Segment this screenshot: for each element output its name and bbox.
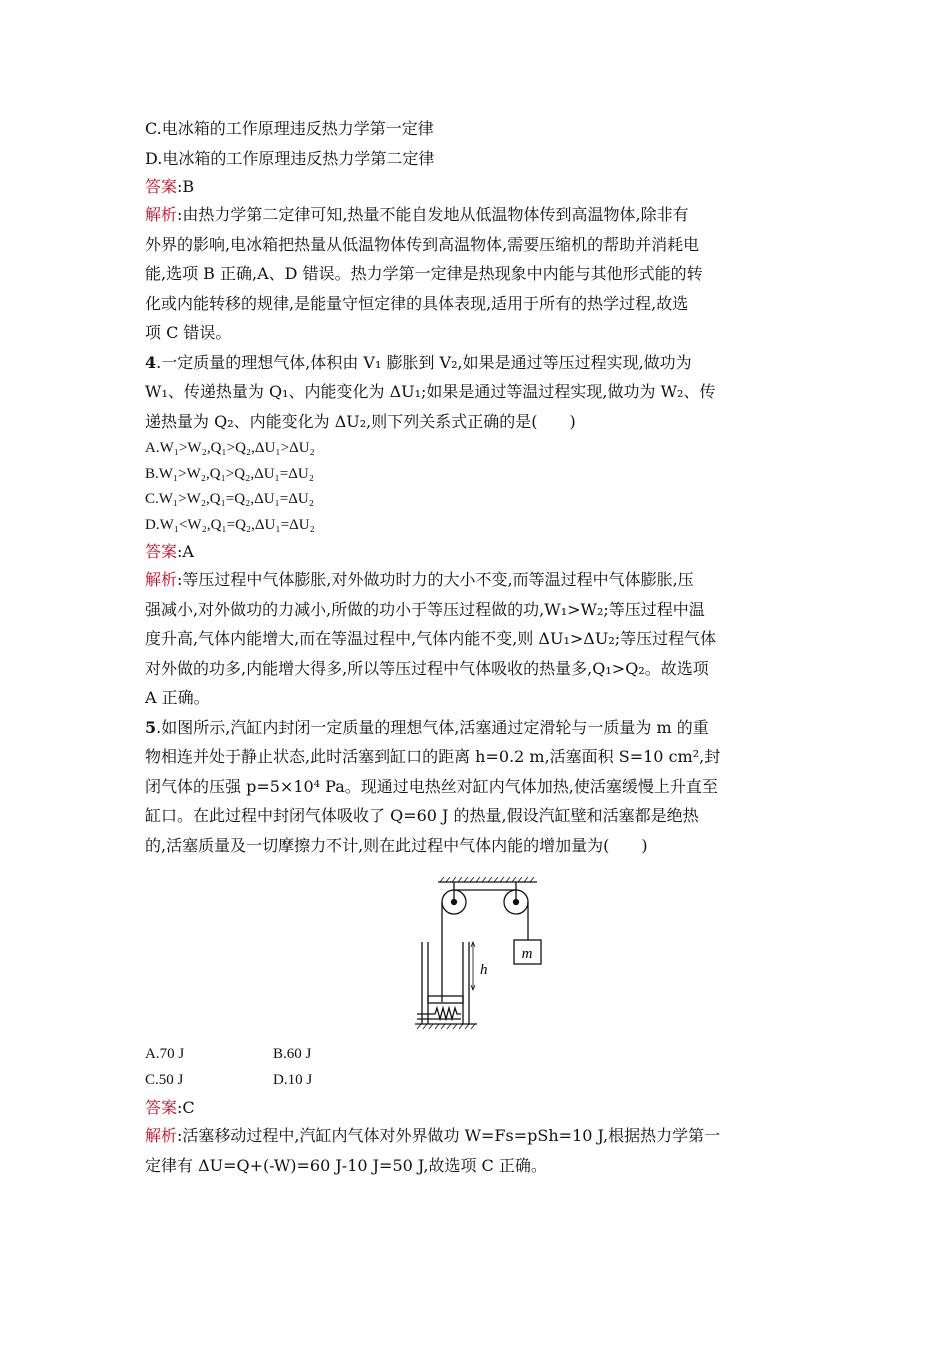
explanation-label: 解析 — [145, 205, 178, 224]
explanation-line: 能,选项 B 正确,A、D 错误。热力学第一定律是热现象中内能与其他形式能的转 — [145, 264, 703, 283]
q4-explanation — [145, 565, 815, 713]
explanation-line: A 正确。 — [145, 688, 210, 707]
q5-explanation — [145, 1121, 815, 1180]
stem-line: .如图所示,汽缸内封闭一定质量的理想气体,活塞通过定滑轮与一质量为 m 的重 — [156, 717, 709, 737]
base-hatch — [417, 1024, 475, 1029]
explanation-line: 外界的影响,电冰箱把热量从低温物体传到高温物体,需要压缩机的帮助并消耗电 — [145, 234, 700, 254]
q5-option-c: C.50 J — [145, 1072, 184, 1088]
q5-option-d: D.10 J — [273, 1072, 313, 1088]
stem-line: 物相连并处于静止状态,此时活塞到缸口的距离 h=0.2 m,活塞面积 S=10 cm²,封 — [145, 747, 721, 766]
explanation-line: :等压过程中气体膨胀,对外做功时力的大小不变,而等温过程中气体膨胀,压 — [177, 570, 694, 589]
q3-option-d: D.电冰箱的工作原理违反热力学第二定律 — [145, 148, 435, 168]
q4-stem — [145, 348, 815, 437]
stem-line: 的,活塞质量及一切摩擦力不计,则在此过程中气体内能的增加量为( ) — [145, 835, 648, 855]
explanation-label: 解析 — [145, 570, 178, 589]
answer-value: :C — [177, 1098, 195, 1117]
explanation-line: :由热力学第二定律可知,热量不能自发地从低温物体传到高温物体,除非有 — [177, 205, 689, 224]
q4-option-b: B.W₁>W₂,Q₁>Q₂,ΔU₁=ΔU₂ — [145, 465, 314, 482]
question-number: 4 — [145, 352, 157, 372]
explanation-line: 定律有 ΔU=Q+(-W)=60 J-10 J=50 J,故选项 C 正确。 — [145, 1155, 547, 1175]
mass-label: m — [521, 946, 533, 962]
stem-line: 闭气体的压强 p=5×10⁴ Pa。现通过电热丝对缸内气体加热,使活塞缓慢上升直至 — [145, 776, 718, 796]
q5-answer-block — [145, 1094, 815, 1180]
q4-answer — [145, 538, 815, 565]
explanation-line: 化或内能转移的规律,是能量守恒定律的具体表现,适用于所有的热学过程,故选 — [145, 293, 689, 313]
stem-line: W₁、传递热量为 Q₁、内能变化为 ΔU₁;如果是通过等温过程实现,做功为 W₂、传 — [145, 382, 716, 401]
answer-value: :A — [177, 542, 194, 561]
q4-option-d: D.W₁<W₂,Q₁=Q₂,ΔU₁=ΔU₂ — [145, 516, 315, 533]
q4-option-c: C.W₁>W₂,Q₁=Q₂,ΔU₁=ΔU₂ — [145, 491, 314, 507]
question-number: 5 — [145, 717, 157, 737]
stem-line: .一定质量的理想气体,体积由 V₁ 膨胀到 V₂,如果是通过等压过程实现,做功为 — [156, 352, 692, 372]
answer-label: 答案 — [145, 177, 178, 196]
explanation-line: :活塞移动过程中,汽缸内气体对外界做功 W=Fs=pSh=10 J,根据热力学第一 — [177, 1126, 721, 1145]
q5-option-b: B.60 J — [273, 1046, 312, 1062]
q3-option-c: C.电冰箱的工作原理违反热力学第一定律 — [145, 119, 434, 138]
explanation-line: 度升高,气体内能增大,而在等温过程中,气体内能不变,则 ΔU₁>ΔU₂;等压过程气体 — [145, 629, 717, 648]
q3-explanation — [145, 200, 815, 348]
explanation-line: 项 C 错误。 — [145, 323, 232, 342]
q3-answer — [145, 173, 815, 200]
q5-stem — [145, 713, 815, 861]
explanation-label: 解析 — [145, 1126, 178, 1145]
explanation-line: 强减小,对外做功的力减小,所做的功小于等压过程做的功,W₁>W₂;等压过程中温 — [145, 599, 705, 619]
piston — [428, 996, 463, 1003]
q5-choices — [145, 1041, 473, 1093]
answer-label: 答案 — [145, 542, 178, 561]
q5-answer — [145, 1094, 815, 1121]
answer-value: :B — [177, 177, 195, 196]
q4-option-a: A.W₁>W₂,Q₁>Q₂,ΔU₁>ΔU₂ — [145, 440, 315, 456]
explanation-line: 对外做的功多,内能增大得多,所以等压过程中气体吸收的热量多,Q₁>Q₂。故选项 — [145, 658, 709, 678]
pulley-cylinder-figure — [405, 874, 555, 1039]
document-page — [145, 114, 815, 860]
stem-line: 递热量为 Q₂、内能变化为 ΔU₂,则下列关系式正确的是( ) — [145, 411, 576, 431]
heating-wire — [417, 1008, 461, 1019]
answer-label: 答案 — [145, 1098, 178, 1117]
stem-line: 缸口。在此过程中封闭气体吸收了 Q=60 J 的热量,假设汽缸壁和活塞都是绝热 — [145, 806, 699, 825]
ceiling-hatch — [440, 877, 534, 882]
height-label: h — [480, 962, 488, 978]
q5-option-a: A.70 J — [145, 1046, 185, 1062]
